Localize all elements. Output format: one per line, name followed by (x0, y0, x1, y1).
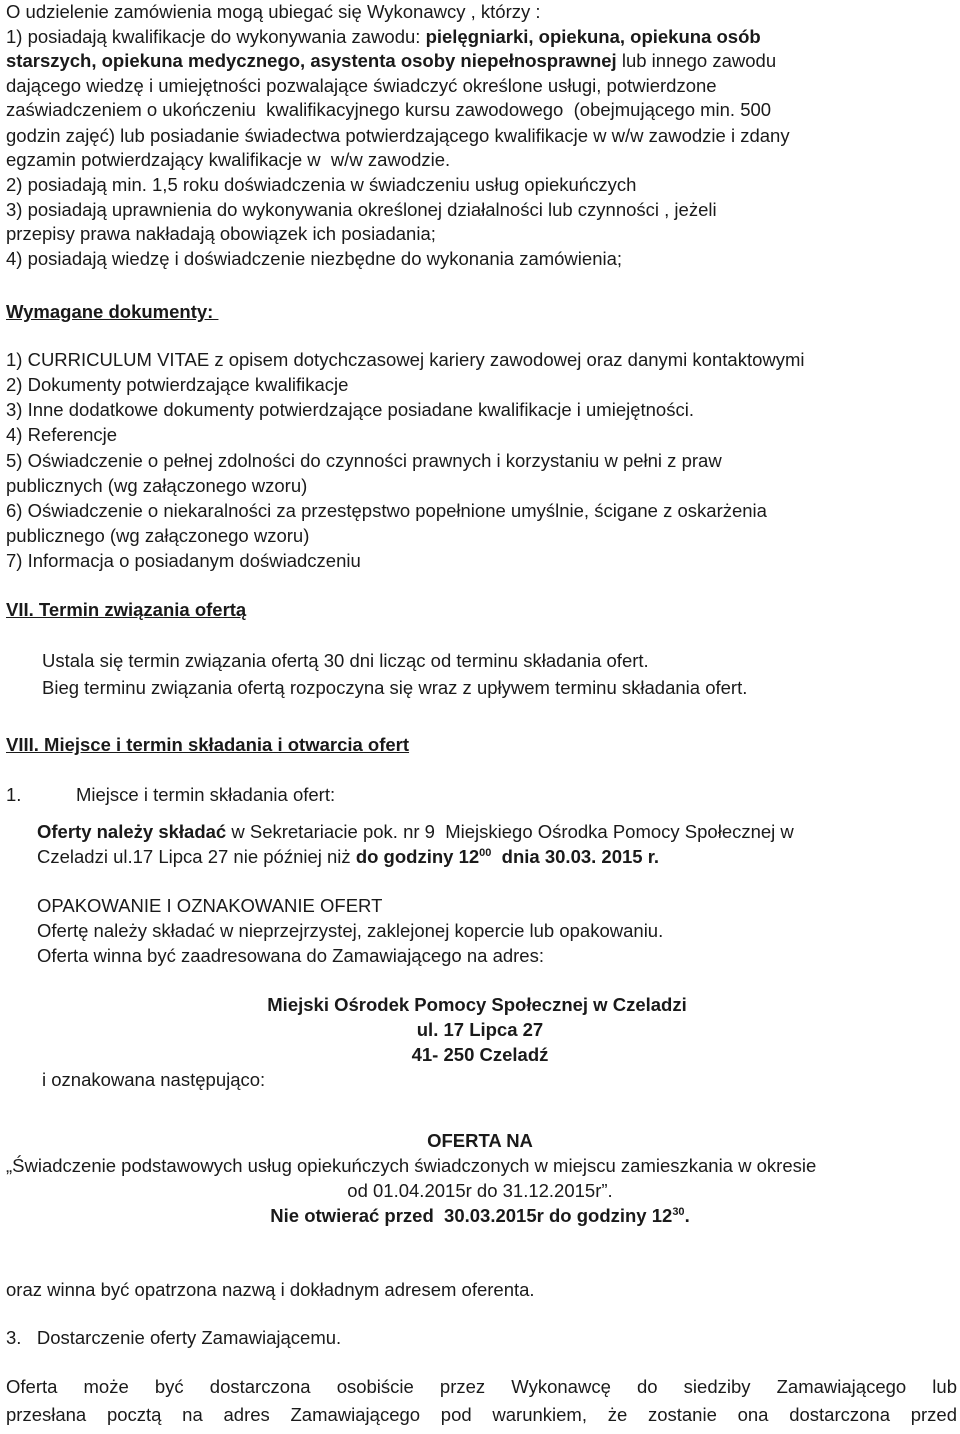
do-not-open-line (0, 1204, 960, 1228)
intro-item-1 (6, 25, 761, 49)
superscript: 00 (479, 847, 492, 859)
bold-text: dnia 30.03. 2015 r. (491, 846, 660, 867)
bold-text: starszych, opiekuna medycznego, asystenta osoby niepełnosprawnej (6, 50, 617, 71)
vii-text: Bieg terminu związania ofertą rozpoczyna się wraz z upływem terminu składania ofert. (42, 677, 748, 698)
vii-text: Ustala się termin związania ofertą 30 dni licząc od terminu składania ofert. (42, 650, 649, 671)
text: 1) posiadają kwalifikacje do wykonywania zawodu: (6, 26, 426, 47)
doc-item-6: 6) Oświadczenie o niekaralności za przestępstwo popełnione umyślnie, ścigane z oskarżenia (6, 500, 767, 521)
bold-text: Oferty należy składać (37, 821, 227, 842)
bold-text: Nie otwierać przed 30.03.2015r do godziny 12 (270, 1205, 673, 1226)
intro-line: egzamin potwierdzający kwalifikacje w w/w zawodzie. (6, 149, 451, 170)
doc-item-5-cont: publicznych (wg załączonego wzoru) (6, 475, 308, 496)
intro-line: dającego wiedzę i umiejętności pozwalające świadczyć określone usługi, potwierdzone (6, 75, 717, 96)
doc-item-5: 5) Oświadczenie o pełnej zdolności do czynności prawnych i korzystaniu w pełni z praw (6, 450, 722, 471)
intro-line: przepisy prawa nakładają obowiązek ich posiadania; (6, 223, 436, 244)
submission-deadline (37, 845, 659, 869)
intro-line: godzin zajęć) lub posiadanie świadectwa potwierdzającego kwalifikacje w w/w zawodzie i zdany (6, 125, 790, 146)
doc-item-2: 2) Dokumenty potwierdzające kwalifikacje (6, 374, 349, 395)
doc-item-3: 3) Inne dodatkowe dokumenty potwierdzające posiadane kwalifikacje i umiejętności. (6, 399, 694, 420)
address-line: Miejski Ośrodek Pomocy Społecznej w Czeladzi (267, 994, 687, 1015)
section-heading-viii: VIII. Miejsce i termin składania i otwarcia ofert (6, 734, 410, 755)
packaging-text: Oferta winna być zaadresowana do Zamawiającego na adres: (37, 945, 544, 966)
section-heading-documents: Wymagane dokumenty: (6, 301, 219, 322)
intro-line: zaświadczeniem o ukończeniu kwalifikacyjnego kursu zawodowego (obejmującego min. 500 (6, 99, 772, 120)
address-line: ul. 17 Lipca 27 (416, 1019, 544, 1040)
doc-item-7: 7) Informacja o posiadanym doświadczeniu (6, 550, 361, 571)
doc-item-1: 1) CURRICULUM VITAE z opisem dotychczasowej kariery zawodowej oraz danymi kontaktowymi (6, 349, 805, 370)
submission-text (37, 820, 794, 844)
bold-text: pielęgniarki, opiekuna, opiekuna osób (425, 26, 761, 47)
intro-item-1-cont (6, 49, 776, 73)
address-line: 41- 250 Czeladź (411, 1044, 549, 1065)
delivery-text: Oferta może być dostarczona osobiście przez Wykonawcę do siedziby Zamawiającego lub (6, 1376, 957, 1397)
superscript: 30 (672, 1206, 685, 1218)
marking-label: i oznakowana następująco: (42, 1069, 266, 1090)
bold-text: . (684, 1205, 690, 1226)
packaging-text: Ofertę należy składać w nieprzejrzystej, zaklejonej kopercie lub opakowaniu. (37, 920, 664, 941)
viii-item-1-num: 1. (6, 784, 22, 805)
doc-item-6-cont: publicznego (wg załączonego wzoru) (6, 525, 310, 546)
offer-line: od 01.04.2015r do 31.12.2015r”. (347, 1180, 613, 1201)
packaging-heading: OPAKOWANIE I OZNAKOWANIE OFERT (37, 895, 383, 916)
section-heading-vii: VII. Termin związania ofertą (6, 599, 247, 620)
name-line: oraz winna być opatrzona nazwą i dokładnym adresem oferenta. (6, 1279, 535, 1300)
bold-text: do godziny 12 (355, 846, 480, 867)
text: lub innego zawodu (616, 50, 777, 71)
doc-item-4: 4) Referencje (6, 424, 118, 445)
viii-item-1-text: Miejsce i termin składania ofert: (76, 784, 336, 805)
text: Czeladzi ul.17 Lipca 27 nie później niż (37, 846, 356, 867)
text: w Sekretariacie pok. nr 9 Miejskiego Ośrodka Pomocy Społecznej w (226, 821, 794, 842)
intro-item-3: 3) posiadają uprawnienia do wykonywania określonej działalności lub czynności , jeżeli (6, 199, 717, 220)
viii-item-3: 3. Dostarczenie oferty Zamawiającemu. (6, 1327, 342, 1348)
offer-title: OFERTA NA (427, 1130, 533, 1151)
offer-line: „Świadczenie podstawowych usług opiekuńczych świadczonych w miejscu zamieszkania w okresie (6, 1155, 817, 1176)
intro-item-2: 2) posiadają min. 1,5 roku doświadczenia w świadczeniu usług opiekuńczych (6, 174, 637, 195)
delivery-text: przesłana pocztą na adres Zamawiającego pod warunkiem, że zostanie ona dostarczona przed (6, 1404, 957, 1425)
intro-line: O udzielenie zamówienia mogą ubiegać się Wykonawcy , którzy : (6, 1, 541, 22)
intro-item-4: 4) posiadają wiedzę i doświadczenie niezbędne do wykonania zamówienia; (6, 248, 623, 269)
